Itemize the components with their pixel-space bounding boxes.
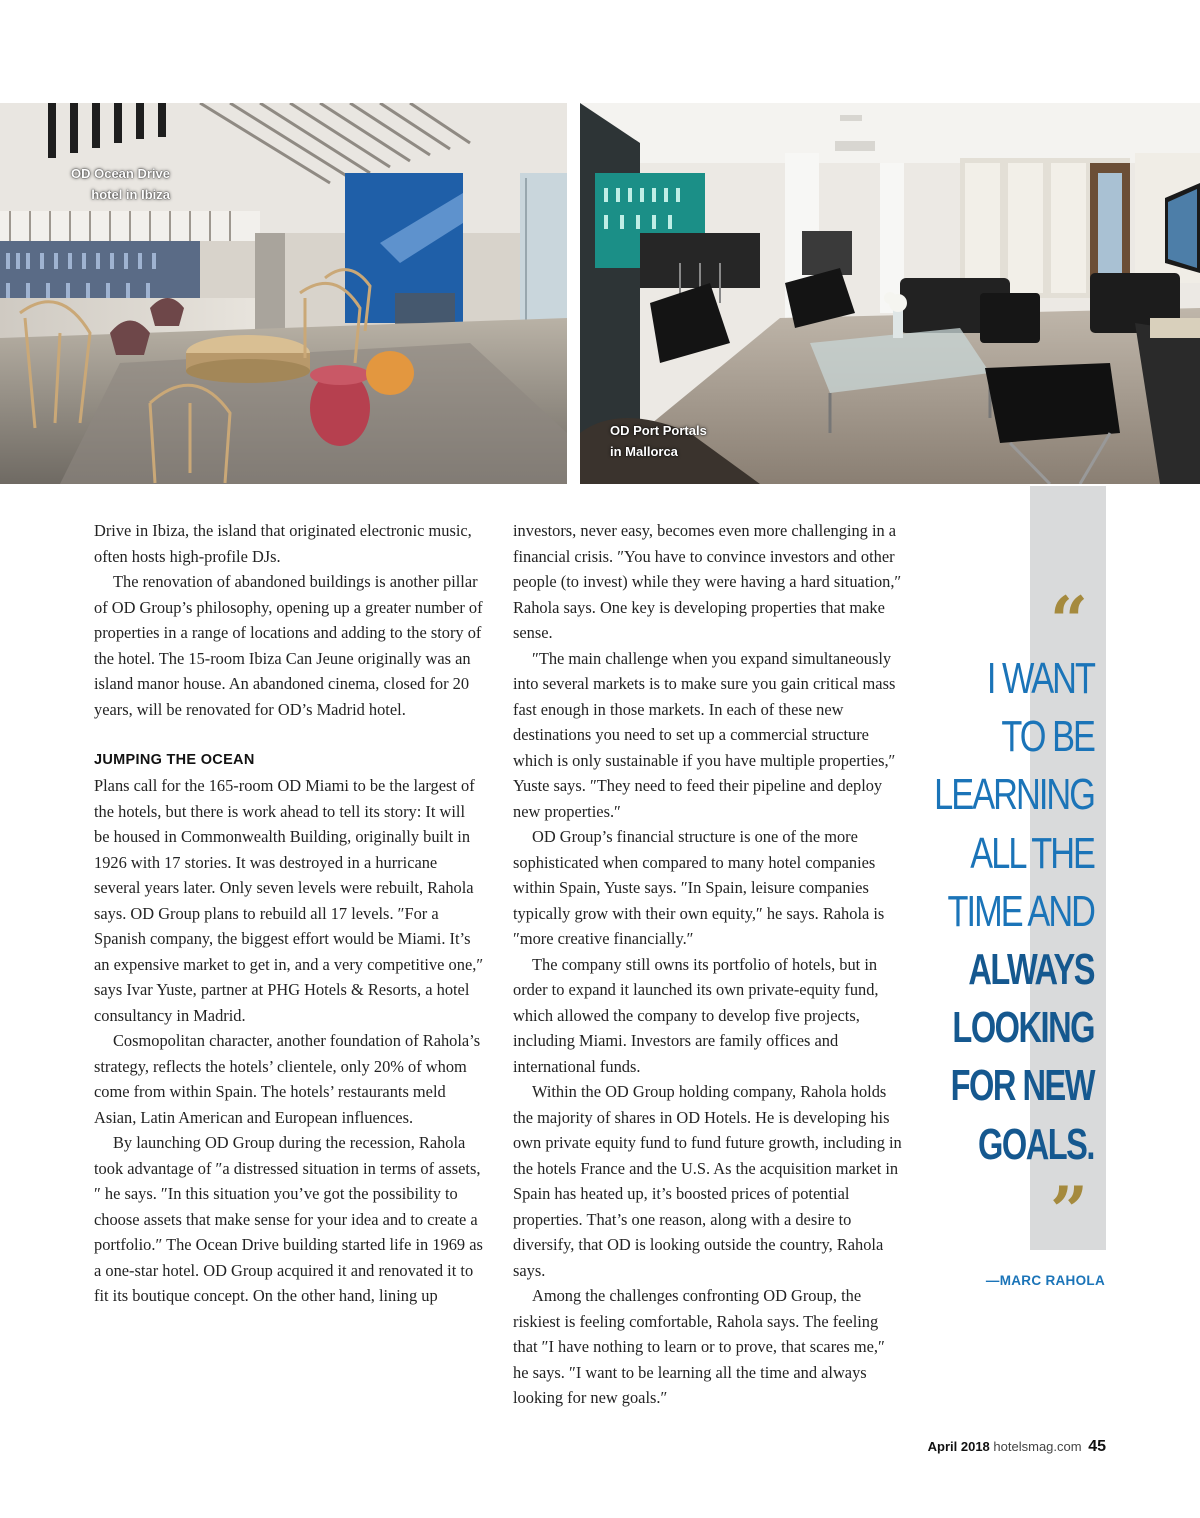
body-paragraph: ″The main challenge when you expand simultaneously into several markets is to make sure you gain critical mass fast enough in those markets. In each of these new destinations you need to set up a commercial structure which is only sustainable if you have multiple properties,″ Yuste says. ″They need to feed their pipeline and deploy new properties.″ — [513, 648, 896, 821]
caption-line: hotel in Ibiza — [91, 187, 170, 202]
body-paragraph: Drive in Ibiza, the island that originated electronic music, often hosts high-profile DJs. — [94, 521, 472, 566]
photo-caption-ibiza — [70, 163, 170, 205]
pull-quote-line: TO BE — [1001, 712, 1094, 762]
section-heading: JUMPING THE OCEAN — [94, 751, 255, 768]
pull-quote-line-bold: ALWAYS — [968, 945, 1094, 995]
caption-line: OD Ocean Drive — [71, 166, 170, 181]
photo-caption-mallorca — [610, 420, 760, 462]
body-paragraph: OD Group’s financial structure is one of the more sophisticated when compared to many hotel companies within Spain, Yuste says. ″In Spain, leisure companies typically grow with their own equity,″ he says. Rahola is ″more creative financially.″ — [513, 827, 885, 948]
pull-quote-line: TIME AND — [947, 886, 1094, 936]
close-quote-icon: ” — [1050, 1172, 1088, 1250]
page-footer — [928, 1438, 1106, 1456]
body-paragraph: The company still owns its portfolio of hotels, but in order to expand it launched its own private-equity fund, which allowed the company to develop five projects, including Miami. Investors are family offices and international funds. — [513, 954, 879, 1076]
pull-quote — [834, 650, 1094, 1174]
open-quote-icon: “ — [1050, 582, 1088, 660]
photo-od-port-portals-mallorca — [580, 103, 1200, 484]
pull-quote-line-bold: GOALS. — [978, 1119, 1094, 1169]
caption-line: OD Port Portals — [610, 423, 707, 438]
body-paragraph: Within the OD Group holding company, Rahola holds the majority of shares in OD Hotels. He is developing his own private equity fund to fund future growth, including in the hotels France and the U.S. As the acquisition market in Spain has heated up, it’s boosted prices of potential properties. That’s one reason, along with a desire to diversify, that OD is looking outside the country, Rahola says. — [513, 1082, 902, 1280]
website-link[interactable]: hotelsmag.com — [993, 1439, 1082, 1454]
pull-quote-attribution: —MARC RAHOLA — [985, 1273, 1105, 1288]
pull-quote-line: LEARNING — [934, 770, 1094, 820]
photo-od-ocean-drive-ibiza — [0, 103, 567, 484]
caption-line: in Mallorca — [610, 444, 678, 459]
ibiza-lobby-image — [0, 103, 567, 484]
pull-quote-line-bold: FOR NEW — [950, 1061, 1094, 1111]
body-paragraph: The renovation of abandoned buildings is another pillar of OD Group’s philosophy, opening up a greater number of properties in a range of locations and adding to the story of the hotel. The 15-room Ibiza Can Jeune originally was an island manor house. An abandoned cinema, closed for 20 years, will be renovated for OD’s Madrid hotel. — [94, 572, 483, 719]
body-paragraph: investors, never easy, becomes even more challenging in a financial crisis. ″You have to convince investors and other people (to invest) while they were having a hard situation,″ Rahola says. One key is developing properties that make sense. — [513, 521, 902, 642]
pull-quote-line: I WANT — [986, 654, 1094, 703]
body-paragraph: Cosmopolitan character, another foundation of Rahola’s strategy, reflects the hotels’ clientele, only 20% of whom come from within Spain. The hotels’ restaurants meld Asian, Latin American and European influences. — [94, 1031, 481, 1127]
article-column-left — [94, 518, 484, 1309]
pull-quote-line: ALL THE — [970, 828, 1094, 878]
issue-date: April 2018 — [927, 1439, 990, 1454]
body-paragraph: Plans call for the 165-room OD Miami to be the largest of the hotels, but there is work ahead to tell its story: It will be housed in Commonwealth Building, originally built in 1926 with 17 stories. It was destroyed in a hurricane several years later. Only seven levels were rebuilt, Rahola says. OD Group plans to rebuild all 17 levels. ″For a Spanish company, the biggest effort would be Miami. It’s an expensive market to get in, and a very competitive one,″ says Ivar Yuste, partner at PHG Hotels & Resorts, a hotel consultancy in Madrid. — [94, 776, 484, 1025]
body-paragraph: Among the challenges confronting OD Group, the riskiest is feeling comfortable, Rahola says. The feeling that ″I have nothing to learn or to prove, that scares me,″ he says. ″I want to be learning all the time and always looking for new goals.″ — [513, 1286, 885, 1407]
body-paragraph: By launching OD Group during the recession, Rahola took advantage of ″a distressed situation in terms of assets,″ he says. ″In this situation you’ve got the possibility to choose assets that make sense for your idea and to create a portfolio.″ The Ocean Drive building started life in 1969 as a one-star hotel. OD Group acquired it and renovated it to fit its boutique concept. On the other hand, lining up — [94, 1133, 483, 1305]
page-number: 45 — [1088, 1438, 1106, 1455]
pull-quote-line-bold: LOOKING — [952, 1003, 1094, 1053]
